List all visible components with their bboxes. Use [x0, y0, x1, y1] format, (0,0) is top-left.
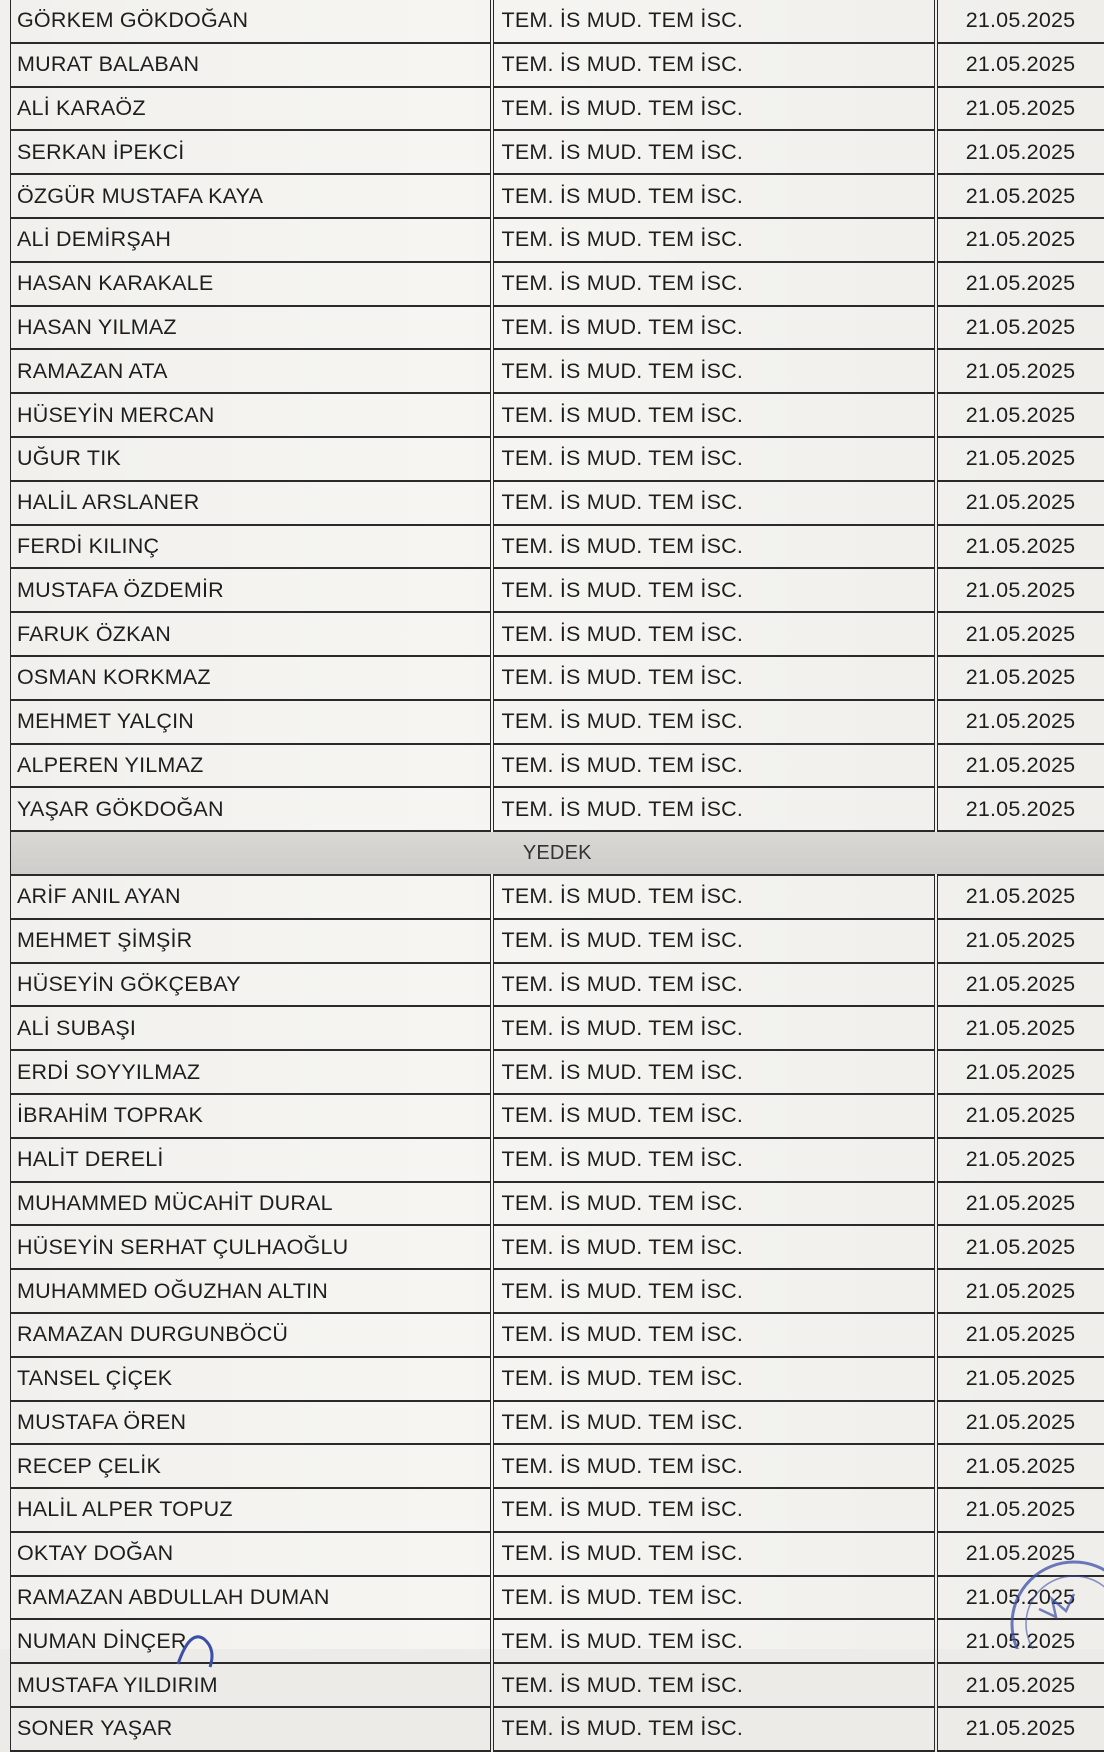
person-name: GÖRKEM GÖKDOĞAN: [11, 0, 492, 43]
entry-date: 21.05.2025: [936, 1576, 1104, 1620]
entry-date: 21.05.2025: [936, 1488, 1104, 1532]
entry-date: 21.05.2025: [936, 218, 1104, 262]
person-name: TANSEL ÇİÇEK: [11, 1357, 492, 1401]
entry-date: 21.05.2025: [936, 0, 1104, 43]
table-row: [11, 1401, 1104, 1445]
entry-date: 21.05.2025: [936, 1225, 1104, 1269]
entry-date: 21.05.2025: [936, 1532, 1104, 1576]
table-row: [11, 1357, 1104, 1401]
entry-date: 21.05.2025: [936, 1050, 1104, 1094]
entry-date: 21.05.2025: [936, 174, 1104, 218]
table-row: [11, 349, 1104, 393]
entry-date: 21.05.2025: [936, 349, 1104, 393]
table-row: [11, 87, 1104, 131]
table-row: [11, 0, 1104, 43]
table-row: [11, 1006, 1104, 1050]
unit-name: TEM. İS MUD. TEM İSC.: [492, 963, 936, 1007]
entry-date: 21.05.2025: [936, 1269, 1104, 1313]
person-name: UĞUR TIK: [11, 437, 492, 481]
entry-date: 21.05.2025: [936, 963, 1104, 1007]
unit-name: TEM. İS MUD. TEM İSC.: [492, 43, 936, 87]
entry-date: 21.05.2025: [936, 1094, 1104, 1138]
person-name: OSMAN KORKMAZ: [11, 656, 492, 700]
table-row: [11, 875, 1104, 919]
person-name: HASAN KARAKALE: [11, 262, 492, 306]
entry-date: 21.05.2025: [936, 568, 1104, 612]
person-name: MEHMET YALÇIN: [11, 700, 492, 744]
unit-name: TEM. İS MUD. TEM İSC.: [492, 1182, 936, 1226]
unit-name: TEM. İS MUD. TEM İSC.: [492, 568, 936, 612]
person-name: MUSTAFA YILDIRIM: [11, 1663, 492, 1707]
person-name: HALİT DERELİ: [11, 1138, 492, 1182]
table-row: [11, 1313, 1104, 1357]
person-name: MEHMET ŞİMŞİR: [11, 919, 492, 963]
entry-date: 21.05.2025: [936, 1357, 1104, 1401]
table-row: [11, 1225, 1104, 1269]
table-row: [11, 1138, 1104, 1182]
entry-date: 21.05.2025: [936, 744, 1104, 788]
person-name: SERKAN İPEKCİ: [11, 130, 492, 174]
entry-date: 21.05.2025: [936, 875, 1104, 919]
person-name: RAMAZAN ATA: [11, 349, 492, 393]
section-header-row: [11, 831, 1104, 875]
unit-name: TEM. İS MUD. TEM İSC.: [492, 612, 936, 656]
entry-date: 21.05.2025: [936, 1401, 1104, 1445]
entry-date: 21.05.2025: [936, 1663, 1104, 1707]
unit-name: TEM. İS MUD. TEM İSC.: [492, 87, 936, 131]
entry-date: 21.05.2025: [936, 393, 1104, 437]
table-row: [11, 481, 1104, 525]
unit-name: TEM. İS MUD. TEM İSC.: [492, 1707, 936, 1751]
person-name: SONER YAŞAR: [11, 1707, 492, 1751]
entry-date: 21.05.2025: [936, 787, 1104, 831]
person-name: HÜSEYİN GÖKÇEBAY: [11, 963, 492, 1007]
unit-name: TEM. İS MUD. TEM İSC.: [492, 919, 936, 963]
unit-name: TEM. İS MUD. TEM İSC.: [492, 744, 936, 788]
entry-date: 21.05.2025: [936, 43, 1104, 87]
entry-date: 21.05.2025: [936, 612, 1104, 656]
table-row: [11, 1444, 1104, 1488]
entry-date: 21.05.2025: [936, 306, 1104, 350]
unit-name: TEM. İS MUD. TEM İSC.: [492, 218, 936, 262]
table-row: [11, 130, 1104, 174]
unit-name: TEM. İS MUD. TEM İSC.: [492, 1444, 936, 1488]
table-row: [11, 700, 1104, 744]
unit-name: TEM. İS MUD. TEM İSC.: [492, 0, 936, 43]
person-name: HÜSEYİN SERHAT ÇULHAOĞLU: [11, 1225, 492, 1269]
unit-name: TEM. İS MUD. TEM İSC.: [492, 393, 936, 437]
entry-date: 21.05.2025: [936, 1444, 1104, 1488]
person-name: MUHAMMED OĞUZHAN ALTIN: [11, 1269, 492, 1313]
entry-date: 21.05.2025: [936, 87, 1104, 131]
table-row: [11, 656, 1104, 700]
table-row: [11, 1182, 1104, 1226]
unit-name: TEM. İS MUD. TEM İSC.: [492, 1532, 936, 1576]
person-name: İBRAHİM TOPRAK: [11, 1094, 492, 1138]
table-row: [11, 174, 1104, 218]
entry-date: 21.05.2025: [936, 481, 1104, 525]
person-name: ALİ KARAÖZ: [11, 87, 492, 131]
person-name: MURAT BALABAN: [11, 43, 492, 87]
unit-name: TEM. İS MUD. TEM İSC.: [492, 1576, 936, 1620]
entry-date: 21.05.2025: [936, 130, 1104, 174]
table-row: [11, 1269, 1104, 1313]
unit-name: TEM. İS MUD. TEM İSC.: [492, 875, 936, 919]
entry-date: 21.05.2025: [936, 1182, 1104, 1226]
table-row: [11, 919, 1104, 963]
unit-name: TEM. İS MUD. TEM İSC.: [492, 1357, 936, 1401]
table-row: [11, 1532, 1104, 1576]
entry-date: 21.05.2025: [936, 1313, 1104, 1357]
table-row: [11, 1488, 1104, 1532]
table-row: [11, 1707, 1104, 1751]
personnel-table: [10, 0, 1104, 1752]
person-name: YAŞAR GÖKDOĞAN: [11, 787, 492, 831]
table-row: [11, 744, 1104, 788]
unit-name: TEM. İS MUD. TEM İSC.: [492, 787, 936, 831]
table-row: [11, 306, 1104, 350]
entry-date: 21.05.2025: [936, 1619, 1104, 1663]
person-name: NUMAN DİNÇER: [11, 1619, 492, 1663]
person-name: ALPEREN YILMAZ: [11, 744, 492, 788]
table-row: [11, 1094, 1104, 1138]
person-name: MUSTAFA ÖZDEMİR: [11, 568, 492, 612]
person-name: HALİL ALPER TOPUZ: [11, 1488, 492, 1532]
entry-date: 21.05.2025: [936, 1138, 1104, 1182]
table-row: [11, 43, 1104, 87]
entry-date: 21.05.2025: [936, 437, 1104, 481]
unit-name: TEM. İS MUD. TEM İSC.: [492, 1050, 936, 1094]
unit-name: TEM. İS MUD. TEM İSC.: [492, 481, 936, 525]
entry-date: 21.05.2025: [936, 1006, 1104, 1050]
person-name: ERDİ SOYYILMAZ: [11, 1050, 492, 1094]
unit-name: TEM. İS MUD. TEM İSC.: [492, 130, 936, 174]
person-name: RAMAZAN DURGUNBÖCÜ: [11, 1313, 492, 1357]
unit-name: TEM. İS MUD. TEM İSC.: [492, 1138, 936, 1182]
person-name: ALİ DEMİRŞAH: [11, 218, 492, 262]
person-name: HÜSEYİN MERCAN: [11, 393, 492, 437]
table-row: [11, 525, 1104, 569]
unit-name: TEM. İS MUD. TEM İSC.: [492, 525, 936, 569]
unit-name: TEM. İS MUD. TEM İSC.: [492, 349, 936, 393]
person-name: HASAN YILMAZ: [11, 306, 492, 350]
unit-name: TEM. İS MUD. TEM İSC.: [492, 1225, 936, 1269]
person-name: ARİF ANIL AYAN: [11, 875, 492, 919]
unit-name: TEM. İS MUD. TEM İSC.: [492, 1401, 936, 1445]
table-row: [11, 1663, 1104, 1707]
entry-date: 21.05.2025: [936, 919, 1104, 963]
unit-name: TEM. İS MUD. TEM İSC.: [492, 306, 936, 350]
section-label: YEDEK: [11, 831, 1104, 875]
entry-date: 21.05.2025: [936, 656, 1104, 700]
unit-name: TEM. İS MUD. TEM İSC.: [492, 1663, 936, 1707]
unit-name: TEM. İS MUD. TEM İSC.: [492, 262, 936, 306]
person-name: OKTAY DOĞAN: [11, 1532, 492, 1576]
entry-date: 21.05.2025: [936, 525, 1104, 569]
unit-name: TEM. İS MUD. TEM İSC.: [492, 700, 936, 744]
unit-name: TEM. İS MUD. TEM İSC.: [492, 437, 936, 481]
table-row: [11, 262, 1104, 306]
unit-name: TEM. İS MUD. TEM İSC.: [492, 1269, 936, 1313]
person-name: ÖZGÜR MUSTAFA KAYA: [11, 174, 492, 218]
table-row: [11, 1619, 1104, 1663]
table-row: [11, 787, 1104, 831]
person-name: RECEP ÇELİK: [11, 1444, 492, 1488]
table-row: [11, 437, 1104, 481]
table-row: [11, 393, 1104, 437]
entry-date: 21.05.2025: [936, 262, 1104, 306]
unit-name: TEM. İS MUD. TEM İSC.: [492, 656, 936, 700]
person-name: RAMAZAN ABDULLAH DUMAN: [11, 1576, 492, 1620]
table-row: [11, 1576, 1104, 1620]
unit-name: TEM. İS MUD. TEM İSC.: [492, 1313, 936, 1357]
unit-name: TEM. İS MUD. TEM İSC.: [492, 1488, 936, 1532]
person-name: FARUK ÖZKAN: [11, 612, 492, 656]
entry-date: 21.05.2025: [936, 1707, 1104, 1751]
unit-name: TEM. İS MUD. TEM İSC.: [492, 1619, 936, 1663]
table-row: [11, 1050, 1104, 1094]
person-name: MUHAMMED MÜCAHİT DURAL: [11, 1182, 492, 1226]
table-row: [11, 612, 1104, 656]
person-name: FERDİ KILINÇ: [11, 525, 492, 569]
unit-name: TEM. İS MUD. TEM İSC.: [492, 174, 936, 218]
unit-name: TEM. İS MUD. TEM İSC.: [492, 1006, 936, 1050]
person-name: MUSTAFA ÖREN: [11, 1401, 492, 1445]
unit-name: TEM. İS MUD. TEM İSC.: [492, 1094, 936, 1138]
table-row: [11, 568, 1104, 612]
entry-date: 21.05.2025: [936, 700, 1104, 744]
table-row: [11, 218, 1104, 262]
person-name: ALİ SUBAŞI: [11, 1006, 492, 1050]
table-row: [11, 963, 1104, 1007]
person-name: HALİL ARSLANER: [11, 481, 492, 525]
